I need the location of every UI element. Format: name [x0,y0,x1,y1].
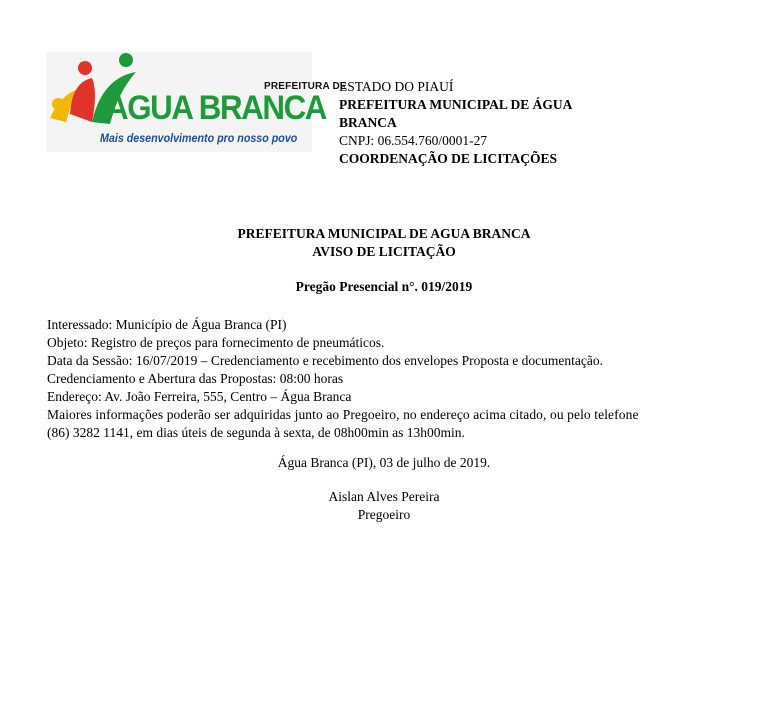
signer-name: Aislan Alves Pereira [328,489,440,504]
notice-title-1: PREFEITURA MUNICIPAL DE AGUA BRANCA [237,226,531,241]
org-line-2: BRANCA [339,115,397,130]
logo-city-name: ÁGUA BRANCA [106,89,326,127]
cnpj-line: CNPJ: 06.554.760/0001-27 [339,133,488,148]
signer-role: Pregoeiro [357,507,411,522]
info-line-1 [47,406,697,424]
info-line-2: (86) 3282 1141, em dias úteis de segunda à sexta, de 08h00min as 13h00min. [47,425,465,440]
objeto-line: Objeto: Registro de preços para fornecimento de pneumáticos. [47,335,385,350]
state-line: ESTADO DO PIAUÍ [339,79,454,94]
logo-prefeitura-text: PREFEITURA DE [264,81,347,92]
department-line: COORDENAÇÃO DE LICITAÇÕES [339,151,558,166]
info-text-1: Maiores informações poderão ser adquiridas junto ao Pregoeiro, no endereço acima citado, ou pelo telefone [47,407,639,422]
credenciamento-line: Credenciamento e Abertura das Propostas: 08:00 horas [47,371,344,386]
address-line: Endereço: Av. João Ferreira, 555, Centro – Água Branca [47,389,352,404]
logo-slogan: Mais desenvolvimento pro nosso povo [100,133,298,145]
notice-title-2: AVISO DE LICITAÇÃO [312,244,456,259]
pregao-number: Pregão Presencial n°. 019/2019 [295,279,473,294]
interessado-line: Interessado: Município de Água Branca (PI) [47,317,287,332]
prefeitura-logo [46,52,347,152]
notice-details [47,316,697,442]
letterhead [339,78,639,168]
session-date-line: Data da Sessão: 16/07/2019 – Credenciamento e recebimento dos envelopes Proposta e documentação. [47,353,603,368]
org-line-1: PREFEITURA MUNICIPAL DE ÁGUA [339,97,573,112]
place-date: Água Branca (PI), 03 de julho de 2019. [277,455,491,470]
